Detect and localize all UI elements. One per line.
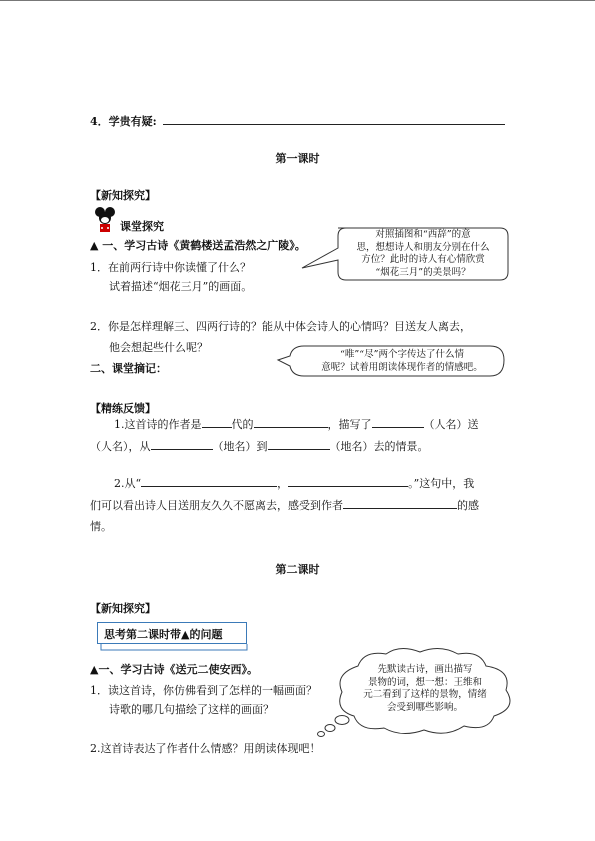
- practice1-text: （地名）到: [212, 440, 268, 453]
- practice2-line2: [90, 497, 479, 513]
- bubble1-line: 方位？此时的诗人有心情欣赏: [361, 254, 485, 265]
- practice2-line1: [114, 475, 474, 491]
- lesson1-title: 第一课时: [275, 152, 320, 165]
- bubble1-line: “烟花三月”的美景吗？: [375, 266, 471, 278]
- top-rule: [0, 0, 595, 1]
- cloud-line: 先默读古诗，画出描写: [377, 664, 473, 675]
- lesson1-notes: 二、课堂摘记：: [90, 362, 167, 375]
- practice1-text: （人名）送: [423, 418, 479, 431]
- bubble2-line: 意呢？试着用朗读体现作者的情感吧。: [321, 361, 483, 373]
- lesson2-q1-sub: 诗歌的哪几句描绘了这样的画面？: [109, 703, 274, 716]
- lesson2-title: 第二课时: [275, 563, 320, 576]
- lesson2-section-new: 【新知探究】: [90, 602, 156, 615]
- cloud-line: 景物的词，想一想：王维和: [367, 676, 482, 688]
- practice1-line2: [90, 438, 429, 454]
- lesson1-section-practice: 【精练反馈】: [90, 402, 156, 415]
- lesson1-section-new: 【新知探究】: [90, 189, 156, 202]
- bubble1-text: [340, 229, 506, 279]
- blank-place2[interactable]: [268, 438, 330, 450]
- blank-place1[interactable]: [151, 438, 213, 450]
- lesson1-q1-sub: 试着描述“烟花三月”的画面。: [109, 280, 253, 293]
- q4-answer-line[interactable]: [163, 124, 505, 125]
- practice1-text: 代的: [231, 418, 254, 431]
- cloud-line: 会受到哪些影响。: [386, 701, 463, 713]
- practice1-text: （地名）去的情景。: [329, 440, 429, 453]
- practice1-text: （人名），从: [90, 440, 151, 453]
- practice2-text: 2.从“: [114, 477, 142, 490]
- blank-dynasty[interactable]: [202, 416, 232, 428]
- practice1-text: ，描写了: [327, 418, 372, 431]
- blank-feeling[interactable]: [343, 497, 457, 509]
- lesson2-hint-box: [97, 622, 247, 644]
- blank-verse2[interactable]: [288, 475, 408, 487]
- mascot-icon: [90, 205, 120, 235]
- practice2-text: 们可以看出诗人目送朋友久久不愿离去，感受到作者: [90, 499, 343, 512]
- practice2-text: 的感: [457, 499, 479, 512]
- q4-label: 4．学贵有疑:: [90, 115, 157, 128]
- bubble1-line: 对照插图和“西辞”的意: [375, 229, 471, 240]
- practice2-text: 。”这句中，我: [408, 477, 475, 490]
- lesson2-q2: 2.这首诗表达了作者什么情感？用朗读体现吧！: [90, 742, 321, 755]
- practice1-text: 1.这首诗的作者是: [114, 418, 202, 431]
- lesson1-q1: 1．在前两行诗中你读懂了什么？: [90, 261, 251, 274]
- lesson2-poem-heading: ▲一、学习古诗《送元二使安西》。: [90, 663, 258, 676]
- bubble1-line: 思，想想诗人和朋友分别在什么: [356, 241, 490, 253]
- thought-cloud-text: [350, 664, 500, 714]
- lesson2-hint-label: 思考第二课时带▲的问题: [104, 628, 223, 641]
- lesson1-poem-heading: ▲ 一、学习古诗《黄鹤楼送孟浩然之广陵》。: [90, 239, 306, 252]
- blank-person1[interactable]: [372, 416, 424, 428]
- lesson2-q1: 1．读这首诗，你仿佛看到了怎样的一幅画面？: [90, 684, 317, 697]
- practice2-text: ，: [277, 477, 289, 490]
- blank-author[interactable]: [254, 416, 328, 428]
- bubble2-line: “唯”“尽”两个字传达了什么情: [340, 349, 464, 360]
- cloud-line: 元二看到了这样的景物，情绪: [363, 689, 487, 700]
- bubble2-text: [292, 349, 512, 374]
- lesson1-q2: 2．你是怎样理解三、四两行诗的？能从中体会诗人的心情吗？目送友人离去，: [90, 320, 471, 333]
- practice1-line1: [114, 416, 479, 432]
- lesson1-q2-sub: 他会想起些什么呢？: [109, 341, 208, 354]
- blank-verse1[interactable]: [141, 475, 277, 487]
- hint-box-shadow: [97, 644, 251, 652]
- practice2-line3: 情。: [90, 520, 112, 533]
- classroom-label: 课堂探究: [120, 220, 164, 233]
